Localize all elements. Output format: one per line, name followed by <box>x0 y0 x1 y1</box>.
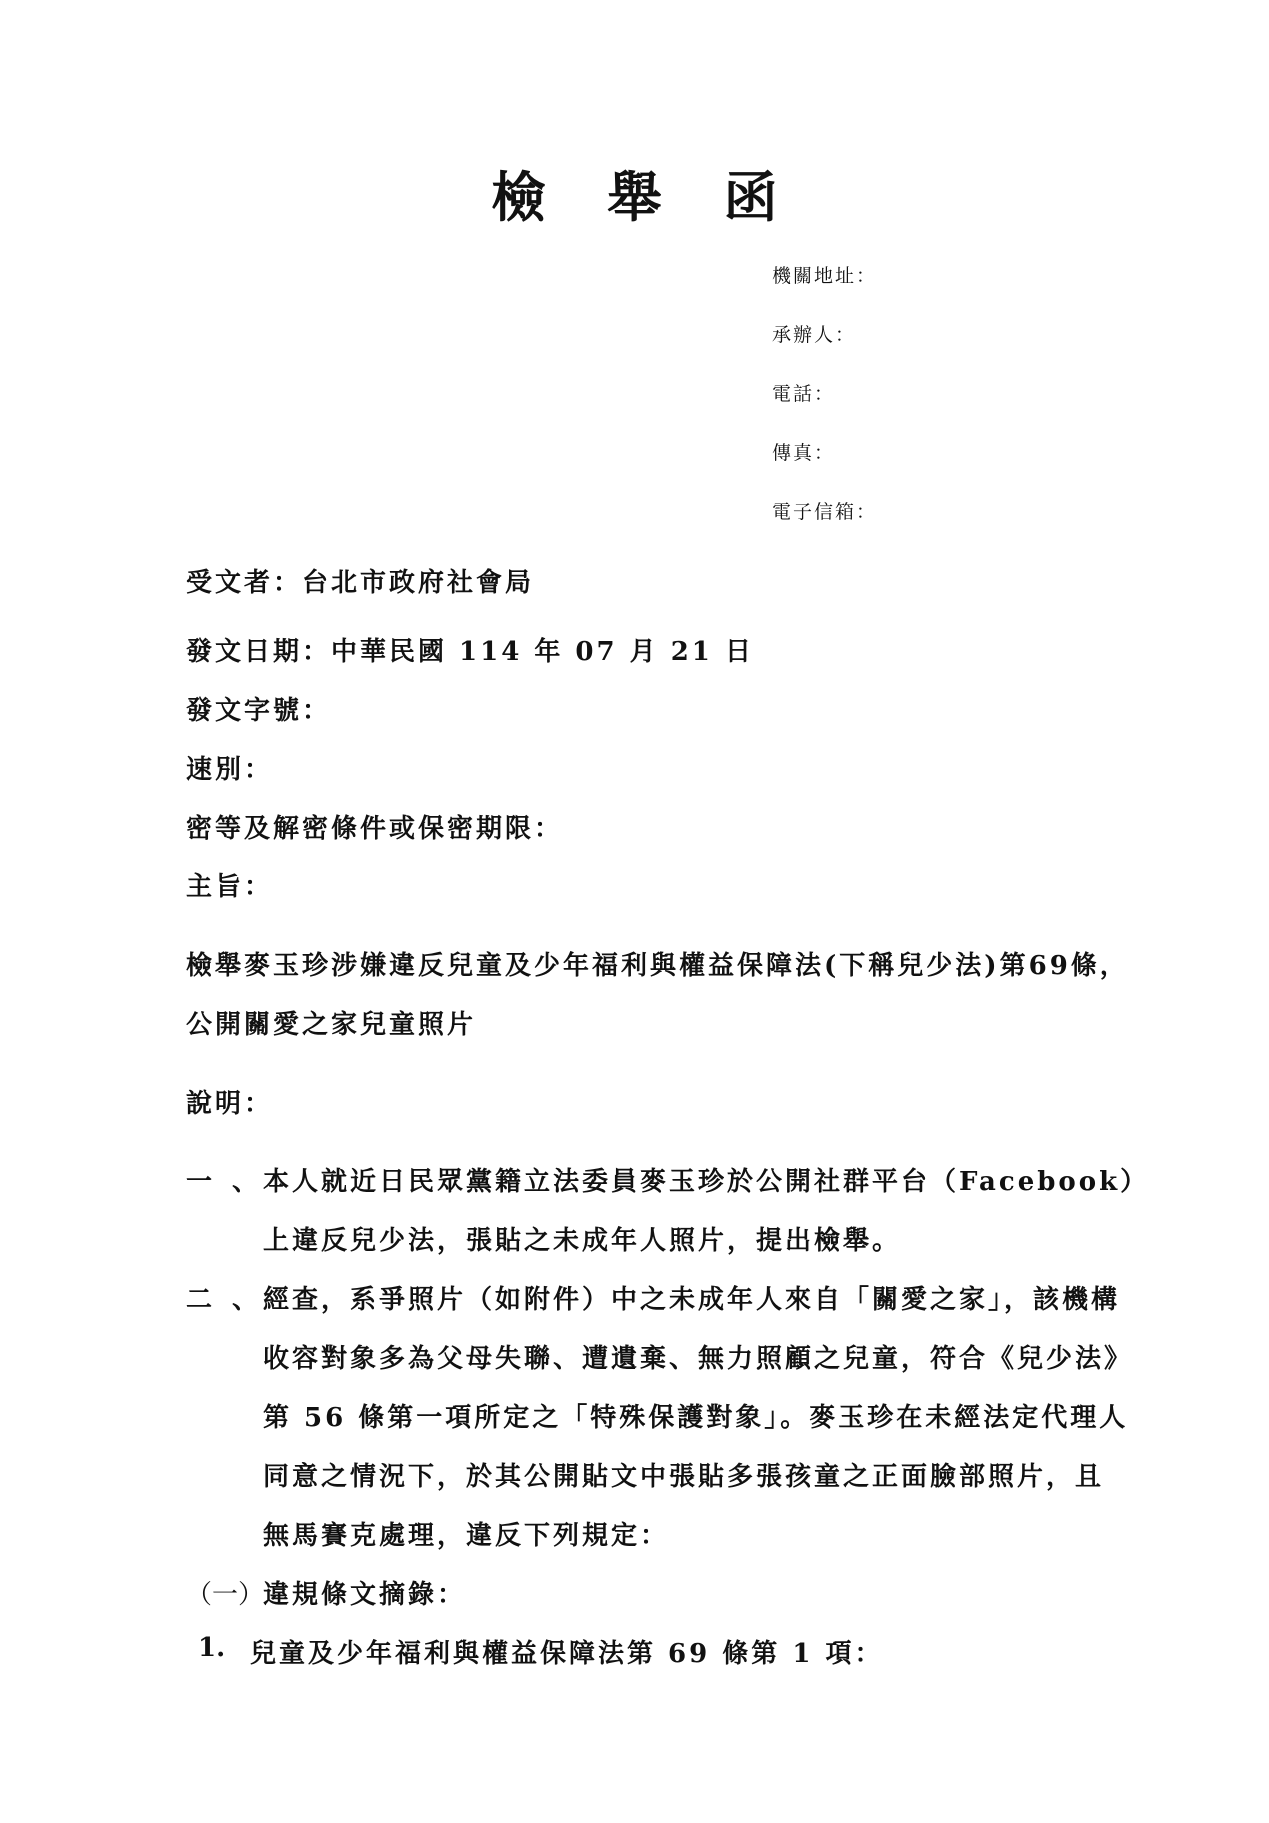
doc-number-line: 發文字號： <box>186 696 332 726</box>
item-2-line-1: 經查，系爭照片（如附件）中之未成年人來自「關愛之家」，該機構 <box>263 1285 1121 1315</box>
subject-line-1: 檢舉麥玉珍涉嫌違反兒童及少年福利與權益保障法(下稱兒少法)第69條， <box>186 951 1129 981</box>
office-handler-label: 承辦人： <box>772 324 857 346</box>
item-2-line-2: 收容對象多為父母失聯、遭遺棄、無力照顧之兒童，符合《兒少法》 <box>263 1344 1134 1374</box>
subject-line-2: 公開關愛之家兒童照片 <box>186 1010 477 1040</box>
office-address-label: 機關地址： <box>772 265 878 287</box>
item-2-line-5: 無馬賽克處理，違反下列規定： <box>263 1521 670 1551</box>
numbered-item-marker: 1. <box>198 1633 226 1663</box>
item-2-line-3: 第 56 條第一項所定之「特殊保護對象」。麥玉珍在未經法定代理人 <box>263 1403 1129 1433</box>
office-info-block <box>772 262 877 557</box>
title-char-1: 檢 <box>491 165 546 229</box>
recipient-line: 受文者：台北市政府社會局 <box>186 568 535 598</box>
item-2-marker: 二、 <box>186 1285 279 1315</box>
speed-line: 速別： <box>186 755 274 785</box>
subsection-marker: （一） <box>186 1580 265 1610</box>
subsection-text: 違規條文摘錄： <box>263 1580 467 1610</box>
item-1-marker: 一、 <box>186 1167 279 1197</box>
title-char-2: 舉 <box>607 165 662 229</box>
item-1-line-2: 上違反兒少法，張貼之未成年人照片，提出檢舉。 <box>263 1226 902 1256</box>
explanation-label: 說明： <box>186 1089 274 1119</box>
numbered-item-text: 兒童及少年福利與權益保障法第 69 條第 1 項： <box>250 1639 884 1669</box>
item-1-line-1: 本人就近日民眾黨籍立法委員麥玉珍於公開社群平台（Facebook） <box>263 1167 1150 1197</box>
issue-date-line: 發文日期：中華民國 114 年 07 月 21 日 <box>186 637 754 667</box>
subject-label: 主旨： <box>186 872 274 902</box>
document-title <box>0 155 1269 232</box>
title-char-3: 函 <box>723 165 778 229</box>
office-email-label: 電子信箱： <box>772 501 878 523</box>
office-fax-label: 傳真： <box>772 442 836 464</box>
office-phone-label: 電話： <box>772 383 836 405</box>
item-2-line-4: 同意之情況下，於其公開貼文中張貼多張孩童之正面臉部照片，且 <box>263 1462 1105 1492</box>
classification-line: 密等及解密條件或保密期限： <box>186 814 564 844</box>
